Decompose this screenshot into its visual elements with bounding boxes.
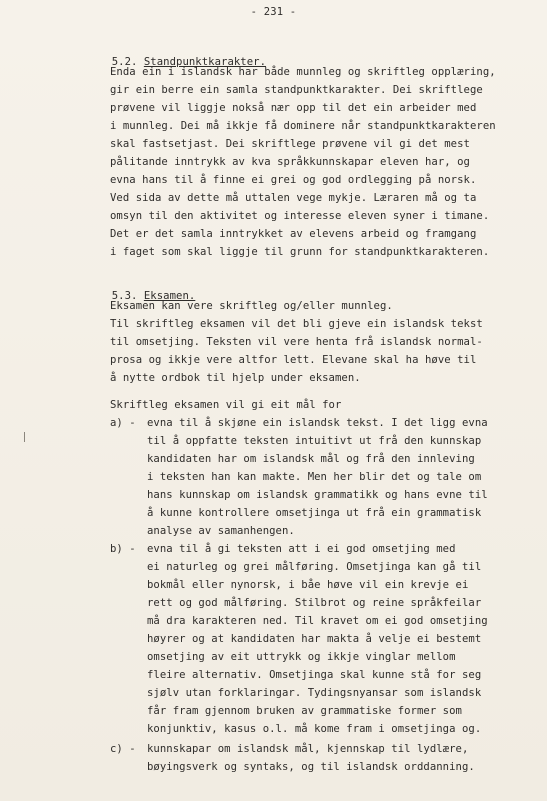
text-line: konjunktiv, kasus o.l. må kome fram i omsetjinga og. — [147, 723, 482, 735]
section-title: Eksamen. — [143, 290, 196, 302]
text-line: høyrer og at kandidaten har makta å velje ei bestemt — [147, 633, 482, 645]
page-number: - 231 - — [250, 6, 297, 18]
section-number: 5.2. — [111, 56, 138, 68]
item-marker-a: a) - — [110, 417, 136, 429]
text-line: fleire alternativ. Omsetjinga skal kunne stå for seg — [147, 669, 482, 681]
margin-mark — [24, 432, 25, 442]
text-line: prøvene vil liggje nokså nær opp til det ein arbeider med — [110, 102, 477, 114]
item-marker-c: c) - — [110, 743, 136, 755]
text-line: til omsetjing. Teksten vil vere henta frå islandsk normal- — [110, 336, 483, 348]
text-line: til å oppfatte teksten intuitivt ut frå den kunnskap — [147, 435, 482, 447]
text-line: evna til å skjøne ein islandsk tekst. I det ligg evna — [147, 417, 488, 429]
text-line: skal fastsetjast. Dei skriftlege prøvene vil gi det mest — [110, 138, 470, 150]
text-line: hans kunnskap om islandsk grammatikk og hans evne til — [147, 489, 488, 501]
text-line: prosa og ikkje vere altfor lett. Elevane skal ha høve til — [110, 354, 477, 366]
text-line: i faget som skal liggje til grunn for standpunktkarakteren. — [110, 246, 490, 258]
text-line: omsyn til den aktivitet og interesse eleven syner i timane. — [110, 210, 490, 222]
text-line: Det er det samla inntrykket av elevens arbeid og framgang — [110, 228, 477, 240]
text-line: må dra karakteren ned. Til kravet om ei god omsetjing — [147, 615, 488, 627]
text-line: analyse av samanhengen. — [147, 525, 295, 537]
text-line: Skriftleg eksamen vil gi eit mål for — [110, 399, 342, 411]
section-number: 5.3. — [111, 290, 138, 302]
text-line: i munnleg. Dei må ikkje få dominere når standpunktkarakteren — [110, 120, 496, 132]
text-line: sjølv utan forklaringar. Tydingsnyansar som islandsk — [147, 687, 482, 699]
section-title: Standpunktkarakter. — [143, 56, 267, 68]
text-line: å nytte ordbok til hjelp under eksamen. — [110, 372, 361, 384]
text-line: evna til å gi teksten att i ei god omsetjing med — [147, 543, 456, 555]
text-line: omsetjing av eit uttrykk og ikkje vinglar mellom — [147, 651, 456, 663]
text-line: gir ein berre ein samla standpunktkarakter. Dei skriftlege — [110, 84, 483, 96]
text-line: Til skriftleg eksamen vil det bli gjeve ein islandsk tekst — [110, 318, 483, 330]
text-line: bokmål eller nynorsk, i båe høve vil ein krevje ei — [147, 579, 469, 591]
text-line: i teksten han kan makte. Men her blir det og tale om — [147, 471, 482, 483]
text-line: kunnskapar om islandsk mål, kjennskap til lydlære, — [147, 743, 469, 755]
text-line: rett og god målføring. Stilbrot og reine språkfeilar — [147, 597, 482, 609]
text-line: pålitande inntrykk av kva språkkunnskapar eleven har, og — [110, 156, 470, 168]
text-line: evna hans til å finne ei grei og god ordlegging på norsk. — [110, 174, 477, 186]
text-line: bøyingsverk og syntaks, og til islandsk orddanning. — [147, 761, 475, 773]
text-line: får fram gjennom bruken av grammatiske former som — [147, 705, 462, 717]
text-line: kandidaten har om islandsk mål og frå den innleving — [147, 453, 475, 465]
text-line: ei naturleg og grei målføring. Omsetjinga kan gå til — [147, 561, 482, 573]
text-line: Ved sida av dette må uttalen vege mykje. Læraren må og ta — [110, 192, 477, 204]
text-line: Enda ein i islandsk har både munnleg og skriftleg opplæring, — [110, 66, 496, 78]
text-line: å kunne kontrollere omsetjinga ut frå ein grammatisk — [147, 507, 482, 519]
item-marker-b: b) - — [110, 543, 136, 555]
text-line: Eksamen kan vere skriftleg og/eller munnleg. — [110, 300, 393, 312]
